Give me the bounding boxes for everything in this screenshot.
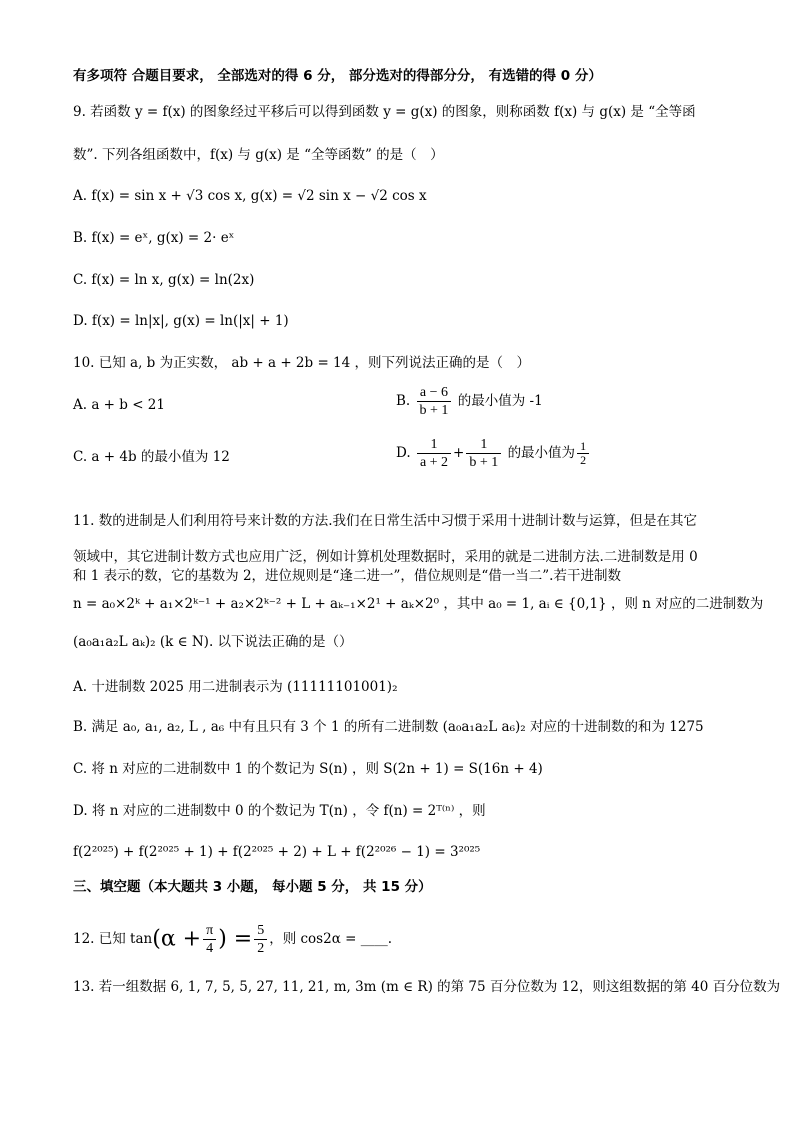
question-13: 13. 若一组数据 6, 1, 7, 5, 5, 27, 11, 21, m, 3m (m ∈ R) 的第 75 百分位数为 12，则这组数据的第 40 百分位数为 bbox=[73, 979, 781, 995]
question-11-stem-line5: (a₀a₁a₂L aₖ)₂ (k ∈ N). 以下说法正确的是（） bbox=[73, 634, 353, 650]
question-11-option-a: A. 十进制数 2025 用二进制表示为 (11111101001)₂ bbox=[73, 679, 398, 695]
section-instruction: 有多项符 合题目要求， 全部选对的得 6 分， 部分选对的得部分分， 有选错的得 0 分） bbox=[73, 68, 602, 84]
question-9-stem-line1: 9. 若函数 y = f(x) 的图象经过平移后可以得到函数 y = g(x) 的图象，则称函数 f(x) 与 g(x) 是 “全等函 bbox=[73, 104, 696, 120]
option-text: 的最小值为 -1 bbox=[457, 393, 543, 409]
paren-open: (α + bbox=[152, 926, 202, 952]
question-10-option-d bbox=[396, 436, 591, 471]
question-11-option-b: B. 满足 a₀, a₁, a₂, L , a₆ 中有且只有 3 个 1 的所有二进制数 (a₀a₁a₂L a₆)₂ 对应的十进制数的和为 1275 bbox=[73, 719, 704, 735]
question-10-option-b bbox=[396, 384, 543, 419]
denominator: b + 1 bbox=[419, 403, 449, 418]
question-11-stem-line2: 领域中，其它进制计数方式也应用广泛，例如计算机处理数据时，采用的就是二进制方法.二进制数是用 0 bbox=[73, 549, 698, 565]
fraction bbox=[417, 436, 451, 471]
fraction bbox=[466, 436, 501, 471]
question-11-formula: n = a₀×2ᵏ + a₁×2ᵏ⁻¹ + a₂×2ᵏ⁻² + L + aₖ₋₁×2¹ + aₖ×2⁰ ，其中 a₀ = 1, aᵢ ∈ {0,1} ，则 n 对应的二进制数为 bbox=[73, 596, 764, 612]
numerator: π bbox=[203, 922, 216, 940]
fraction-half bbox=[577, 440, 589, 467]
section-3-heading: 三、填空题（本大题共 3 小题， 每小题 5 分， 共 15 分） bbox=[73, 879, 432, 895]
option-label: B. bbox=[396, 393, 411, 409]
question-11-option-d-formula: f(2²⁰²⁵) + f(2²⁰²⁵ + 1) + f(2²⁰²⁵ + 2) + L + f(2²⁰²⁶ − 1) = 3²⁰²⁵ bbox=[73, 844, 481, 860]
denominator: 2 bbox=[580, 453, 587, 467]
question-11-option-c: C. 将 n 对应的二进制数中 1 的个数记为 S(n) ，则 S(2n + 1) = S(16n + 4) bbox=[73, 761, 543, 777]
numerator: 1 bbox=[466, 436, 501, 454]
numerator: a − 6 bbox=[417, 384, 452, 402]
numerator: 5 bbox=[254, 922, 267, 940]
question-9-option-d: D. f(x) = ln|x|, g(x) = ln(|x| + 1) bbox=[73, 313, 289, 329]
denominator: 2 bbox=[257, 941, 265, 956]
question-text: 12. 已知 tan bbox=[73, 931, 153, 947]
question-9-option-c: C. f(x) = ln x, g(x) = ln(2x) bbox=[73, 272, 255, 288]
question-text: ，则 cos2α = ____. bbox=[269, 931, 393, 947]
option-text: 的最小值为 bbox=[507, 445, 576, 461]
numerator: 1 bbox=[417, 436, 451, 454]
question-9-option-b: B. f(x) = eˣ, g(x) = 2· eˣ bbox=[73, 230, 235, 246]
question-12 bbox=[73, 922, 392, 957]
plus-sign: + bbox=[453, 445, 465, 461]
question-11-option-d: D. 将 n 对应的二进制数中 0 的个数记为 T(n) ，令 f(n) = 2ᵀ⁽ⁿ⁾ ，则 bbox=[73, 803, 486, 819]
question-11-stem-line3: 和 1 表示的数，它的基数为 2，进位规则是“逢二进一”，借位规则是“借一当二”.若干进制数 bbox=[73, 568, 621, 584]
question-10-option-c: C. a + 4b 的最小值为 12 bbox=[73, 449, 230, 465]
question-9-option-a: A. f(x) = sin x + √3 cos x, g(x) = √2 sin x − √2 cos x bbox=[73, 188, 427, 204]
question-10-option-a: A. a + b < 21 bbox=[73, 397, 165, 413]
denominator: b + 1 bbox=[469, 455, 499, 470]
denominator: a + 2 bbox=[419, 455, 449, 470]
paren-close: ) = bbox=[218, 926, 253, 952]
option-label: D. bbox=[396, 445, 411, 461]
denominator: 4 bbox=[206, 941, 214, 956]
question-9-stem-line2: 数”. 下列各组函数中，f(x) 与 g(x) 是 “全等函数” 的是（ ） bbox=[73, 147, 444, 163]
fraction-5-over-2 bbox=[254, 922, 267, 957]
fraction-pi-over-4 bbox=[203, 922, 216, 957]
question-11-stem-line1: 11. 数的进制是人们利用符号来计数的方法.我们在日常生活中习惯于采用十进制计数与运算，但是在其它 bbox=[73, 513, 698, 529]
fraction bbox=[417, 384, 452, 419]
question-10-stem: 10. 已知 a, b 为正实数， ab + a + 2b = 14 ，则下列说法正确的是（ ） bbox=[73, 355, 531, 371]
numerator: 1 bbox=[577, 440, 589, 454]
